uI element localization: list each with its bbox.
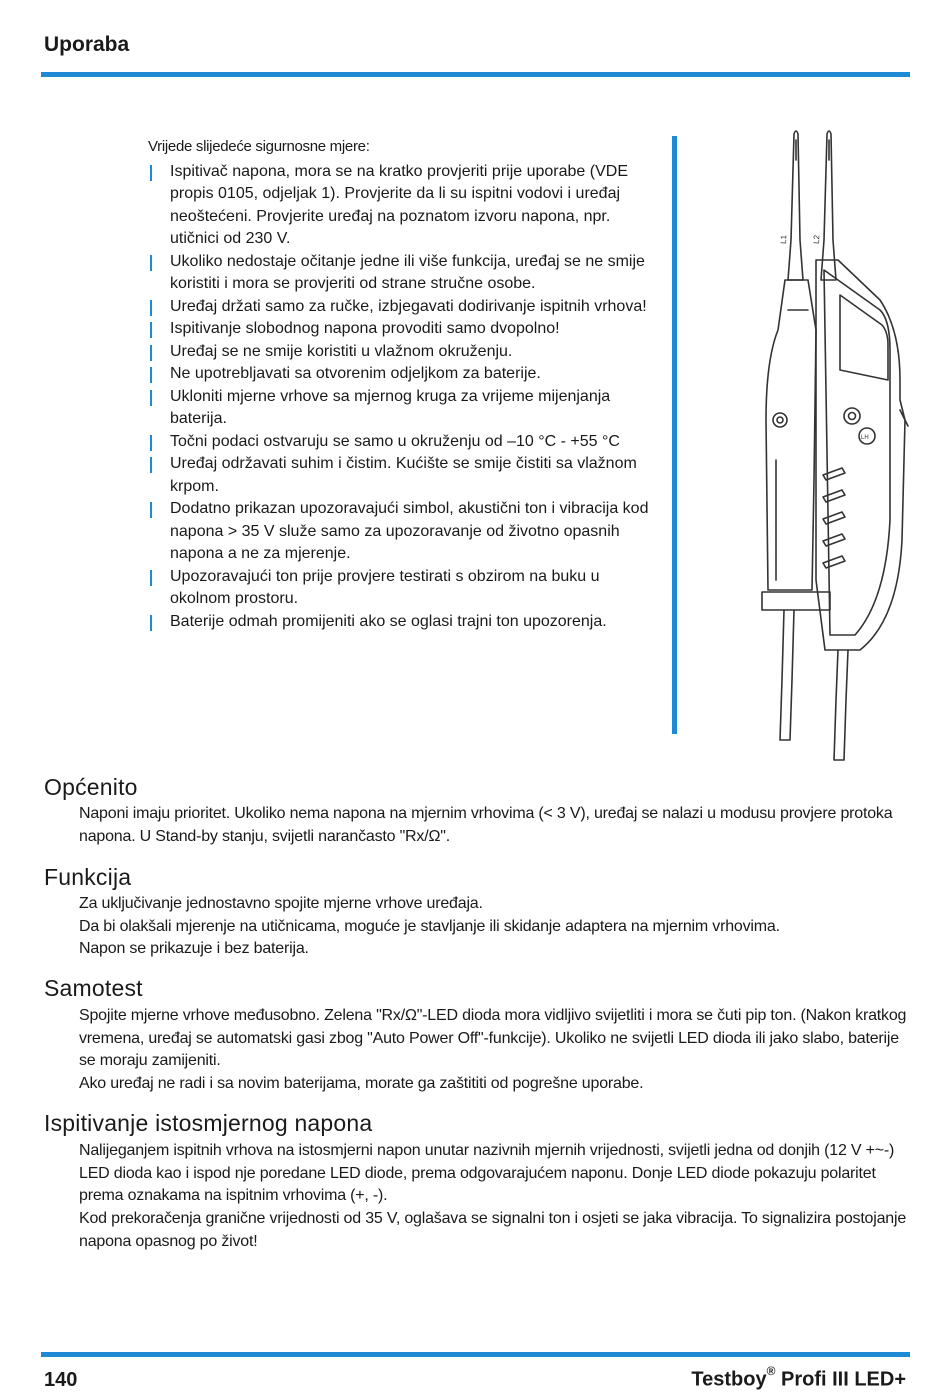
section-body-general (79, 803, 909, 848)
footer-divider (41, 1352, 910, 1357)
safety-list (148, 161, 658, 634)
button-label-lh: LH (861, 435, 869, 441)
safety-item: Ispitivanje slobodnog napona provoditi samo dvopolno! (148, 318, 658, 341)
safety-item: Upozoravajući ton prije provjere testirati s obzirom na buku u okolnom prostoru. (148, 566, 658, 611)
bullet-marker (150, 615, 152, 631)
probe-label-l1: L1 (779, 234, 789, 245)
bullet-marker (150, 502, 152, 518)
bullet-marker (150, 457, 152, 473)
section-heading-selftest: Samotest (44, 975, 143, 1001)
bullet-marker (150, 390, 152, 406)
bullet-marker (150, 165, 152, 181)
safety-measures (148, 136, 658, 633)
bullet-marker (150, 300, 152, 316)
bullet-marker (150, 435, 152, 451)
section-body-function (79, 893, 909, 961)
product-name (691, 1364, 906, 1392)
section-body-selftest (79, 1005, 909, 1096)
safety-item: Ukoliko nedostaje očitanje jedne ili više funkcija, uređaj se ne smije koristiti i mora se provjeriti od strane stručne osobe. (148, 251, 658, 296)
header-divider (41, 72, 910, 77)
paragraph: Spojite mjerne vrhove međusobno. Zelena "Rx/Ω"-LED dioda mora vidljivo svijetliti i mora se čuti pip ton. (Nakon kratkog vremena, uređaj se automatski gasi zbog "Auto Power Off"-funkcije). Ukoliko ne svijetli LED dioda ili jako slabo, baterije se moraju zamijeniti. (79, 1007, 907, 1070)
section-heading-function: Funkcija (44, 864, 132, 890)
registered-mark: ® (766, 1364, 776, 1378)
page-header-title: Uporaba (44, 33, 130, 56)
safety-item: Baterije odmah promijeniti ako se oglasi trajni ton upozorenja. (148, 611, 658, 634)
safety-item: Uređaj se ne smije koristiti u vlažnom okruženju. (148, 341, 658, 364)
section-body-dc-voltage (79, 1140, 909, 1254)
safety-item: Ispitivač napona, mora se na kratko provjeriti prije uporabe (VDE propis 0105, odjeljak 1). Provjerite da li su ispitni vodovi i uređaj neoštećeni. Provjerite uređaj na poznatom izvoru napona, npr. utičnici od 230 V. (148, 161, 658, 251)
bullet-marker (150, 322, 152, 338)
bullet-marker (150, 367, 152, 383)
safety-item: Uređaj održavati suhim i čistim. Kućište se smije čistiti sa vlažnom krpom. (148, 453, 658, 498)
safety-item: Ne upotrebljavati sa otvorenim odjeljkom za baterije. (148, 363, 658, 386)
safety-item: Uređaj držati samo za ručke, izbjegavati dodirivanje ispitnih vrhova! (148, 296, 658, 319)
section-heading-dc-voltage: Ispitivanje istosmjernog napona (44, 1110, 373, 1136)
voltage-tester-illustration (730, 120, 920, 770)
bullet-marker (150, 345, 152, 361)
page-number: 140 (44, 1369, 78, 1391)
model-name: Profi III LED+ (775, 1368, 906, 1391)
paragraph: Naponi imaju prioritet. Ukoliko nema napona na mjernim vrhovima (< 3 V), uređaj se nalazi u modusu provjere protoka napona. U Stand-by stanju, svijetli narančasto "Rx/Ω". (79, 805, 893, 845)
bullet-marker (150, 570, 152, 586)
safety-item: Točni podaci ostvaruju se samo u okruženju od –10 °C - +55 °C (148, 431, 658, 454)
brand-name: Testboy (691, 1368, 767, 1391)
paragraph: Nalijeganjem ispitnih vrhova na istosmjerni napon unutar nazivnih mjernih vrijednosti, svijetli jedna od donjih (12 V +~-) LED dioda kao i ispod nje poredane LED diode, prema odgovarajućem naponu. Donje LED diode pokazuju polaritet prema oznakama na ispitnim vrhovima (+, -). (79, 1142, 895, 1205)
bullet-marker (150, 255, 152, 271)
paragraph: Ako uređaj ne radi i sa novim baterijama, morate ga zaštititi od pogrešne uporabe. (79, 1075, 644, 1093)
safety-item: Ukloniti mjerne vrhove sa mjernog kruga za vrijeme mijenjanja baterija. (148, 386, 658, 431)
safety-intro: Vrijede slijedeće sigurnosne mjere: (148, 138, 370, 155)
safety-item: Dodatno prikazan upozoravajući simbol, akustični ton i vibracija kod napona > 35 V služe samo za upozoravanje od životno opasnih napona a ne za mjerenje. (148, 498, 658, 566)
probe-label-l2: L2 (812, 234, 822, 245)
sidebar-accent-bar (672, 136, 677, 734)
paragraph: Da bi olakšali mjerenje na utičnicama, moguće je stavljanje ili skidanje adaptera na mjernim vrhovima. (79, 917, 780, 935)
paragraph: Kod prekoračenja granične vrijednosti od 35 V, oglašava se signalni ton i osjeti se jaka vibracija. To signalizira postojanje napona opasnog po život! (79, 1210, 907, 1250)
paragraph: Za uključivanje jednostavno spojite mjerne vrhove uređaja. (79, 895, 483, 912)
section-heading-general: Općenito (44, 774, 138, 800)
paragraph: Napon se prikazuje i bez baterija. (79, 940, 309, 958)
